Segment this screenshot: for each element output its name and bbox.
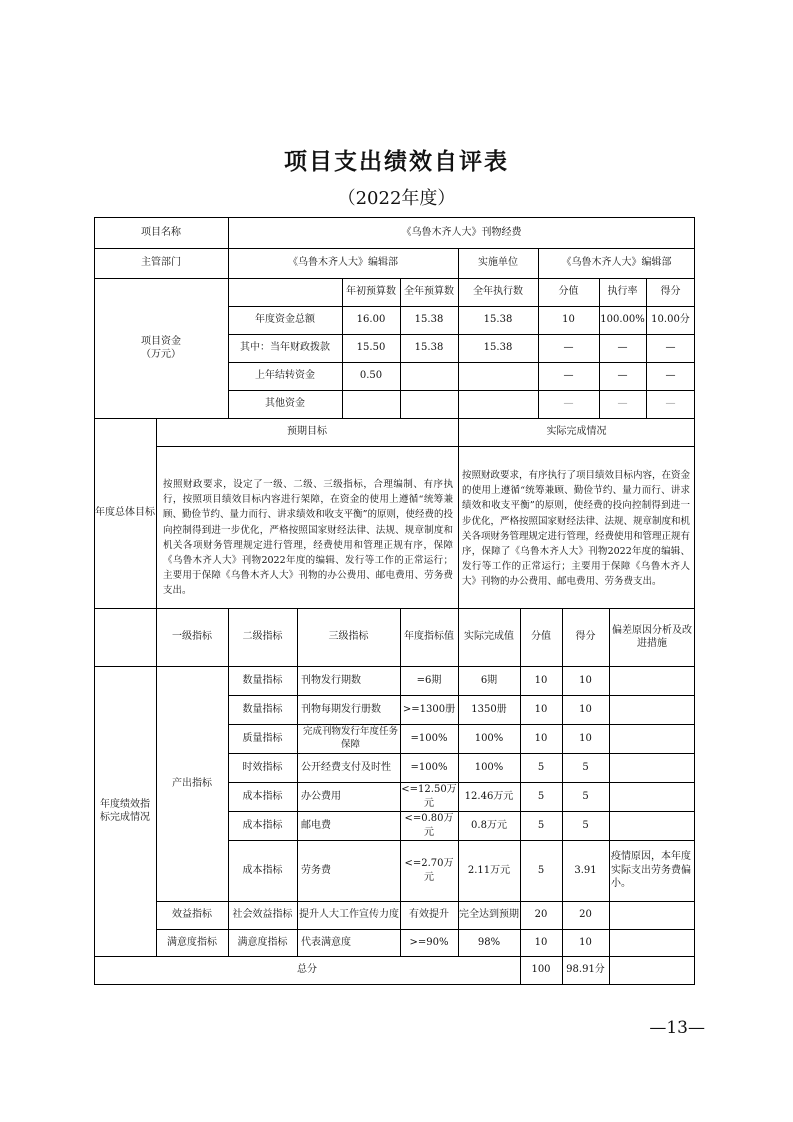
funds-row-name: 上年结转资金	[255, 370, 315, 382]
satisfaction-target: >=90%	[409, 936, 449, 948]
dept-label: 主管部门	[141, 257, 181, 269]
satisfaction-weight: 10	[534, 936, 548, 948]
expected-goal-header: 预期目标	[287, 426, 327, 438]
ind-actual: 6期	[480, 674, 498, 686]
ind-score: 10	[579, 732, 592, 744]
goals-label: 年度总体目标	[95, 507, 155, 519]
output-indicator-label: 产出指标	[172, 777, 212, 789]
funds-cell: 15.38	[414, 342, 444, 354]
ind-header-actual: 实际完成值	[464, 631, 514, 643]
ind-weight: 5	[537, 761, 545, 773]
funds-cell: 100.00%	[600, 314, 645, 326]
benefit-score: 20	[579, 909, 592, 921]
funds-cell: —	[617, 342, 628, 354]
satisfaction-actual: 98%	[477, 936, 501, 948]
ind-target: <=12.50万元	[401, 784, 457, 809]
funds-header: 执行率	[607, 286, 638, 298]
ind-score: 5	[582, 819, 589, 831]
funds-row-name: 其中：当年财政拨款	[240, 342, 330, 354]
ind-l2: 数量指标	[242, 703, 283, 715]
dept-value: 《乌鲁木齐人大》编辑部	[288, 257, 398, 269]
ind-l3: 完成刊物发行年度任务保障	[302, 725, 398, 750]
project-name: 《乌鲁木齐人大》刊物经费	[401, 226, 522, 238]
ind-score: 10	[579, 703, 592, 715]
ind-target: <=0.80万元	[404, 813, 454, 838]
funds-cell: 10.00分	[651, 314, 690, 326]
ind-l2: 数量指标	[242, 674, 283, 686]
funds-cell: 15.38	[483, 314, 513, 326]
benefit-l1: 效益指标	[172, 909, 212, 921]
funds-cell: —	[563, 342, 574, 354]
benefit-actual: 完全达到预期	[459, 909, 519, 921]
impl-value: 《乌鲁木齐人大》编辑部	[561, 257, 672, 269]
funds-header: 得分	[660, 286, 681, 298]
funds-row-name: 年度资金总额	[255, 314, 315, 326]
page-subtitle: （2022年度）	[337, 188, 456, 209]
satisfaction-l1: 满意度指标	[167, 936, 217, 948]
ind-weight: 5	[537, 819, 545, 831]
ind-target: =6期	[416, 674, 442, 686]
ind-target: =100%	[410, 732, 448, 744]
ind-score: 5	[582, 790, 589, 802]
total-weight: 100	[531, 964, 551, 976]
benefit-l3: 提升人大工作宣传力度	[299, 909, 399, 921]
table-border-bottom	[94, 984, 695, 985]
ind-weight: 10	[534, 703, 548, 715]
expected-goal-text: 按照财政要求，设定了一级、二级、三级指标，合理编制、有序执行，按照项目绩效目标内容进行架障，在资金的使用上遵循“统筹兼顾、勤俭节约、量力而行、讲求绩效和收支平衡”的原则，使经费的投向控制得到进一步优化，严格按照国家财经法律、法规、规章制度和机关各项财务管理规定进行管理，经费使用和管理正规有序，保障《乌鲁木齐人大》刊物2022年度的编辑、发行等工作的正常运行；主要用于保障《乌鲁木齐人大》刊物的办公费用、邮电费用、劳务费支出。	[163, 479, 453, 597]
funds-row-name: 其他资金	[265, 398, 305, 410]
ind-l3: 邮电费	[301, 819, 331, 831]
funds-header: 全年执行数	[473, 286, 523, 298]
ind-header-note: 偏差原因分析及改进措施	[612, 624, 692, 649]
funds-header: 年初预算数	[346, 286, 396, 298]
funds-header: 分值	[558, 286, 579, 298]
indicators-section-label: 年度绩效指标完成情况	[100, 798, 150, 823]
funds-cell: —	[617, 370, 628, 382]
ind-l3: 刊物发行期数	[301, 674, 361, 686]
funds-cell: 15.50	[356, 342, 386, 354]
funds-cell: —	[617, 398, 628, 410]
funds-header: 全年预算数	[404, 286, 454, 298]
ind-actual: 100%	[474, 761, 504, 773]
ind-target: =100%	[410, 761, 448, 773]
satisfaction-score: 10	[579, 936, 592, 948]
ind-target: <=2.70万元	[404, 858, 454, 883]
benefit-l2: 社会效益指标	[232, 909, 293, 921]
funds-cell: 16.00	[356, 314, 386, 326]
ind-target: >=1300册	[402, 703, 456, 715]
ind-actual: 100%	[474, 732, 504, 744]
ind-score: 3.91	[574, 864, 597, 876]
ind-l2: 成本指标	[242, 819, 283, 831]
ind-actual: 2.11万元	[467, 864, 511, 876]
ind-actual: 12.46万元	[464, 790, 514, 802]
funds-cell: —	[665, 370, 676, 382]
ind-weight: 5	[537, 790, 545, 802]
ind-note: 疫情原因，本年度实际支出劳务费偏小。	[611, 851, 691, 890]
ind-weight: 10	[534, 674, 548, 686]
ind-header-l1: 一级指标	[172, 631, 212, 643]
ind-l3: 办公费用	[301, 790, 341, 802]
funds-cell: 15.38	[483, 342, 513, 354]
col-divider	[609, 608, 610, 984]
page-number: —13—	[649, 1018, 705, 1038]
funds-cell: 10	[562, 314, 575, 326]
ind-weight: 10	[534, 732, 548, 744]
page-title: 项目支出绩效自评表	[284, 148, 509, 175]
actual-result-header: 实际完成情况	[546, 426, 607, 438]
ind-header-score: 得分	[575, 631, 596, 643]
ind-l2: 成本指标	[242, 864, 283, 876]
ind-header-l3: 三级指标	[328, 631, 369, 643]
ind-score: 10	[579, 674, 592, 686]
benefit-target: 有效提升	[409, 909, 449, 921]
project-name-label: 项目名称	[141, 226, 181, 238]
funds-cell: —	[665, 342, 676, 354]
ind-l2: 质量指标	[242, 732, 283, 744]
total-score: 98.91分	[566, 964, 605, 976]
funds-cell: —	[563, 398, 574, 410]
total-label: 总分	[297, 964, 317, 976]
satisfaction-l3: 代表满意度	[301, 936, 351, 948]
ind-l2: 成本指标	[242, 790, 283, 802]
ind-score: 5	[582, 761, 589, 773]
benefit-weight: 20	[534, 909, 548, 921]
funds-cell: 15.38	[414, 314, 444, 326]
funds-cell: —	[665, 398, 676, 410]
ind-header-target: 年度指标值	[404, 631, 454, 643]
self-evaluation-table	[94, 217, 695, 985]
ind-l3: 劳务费	[301, 864, 331, 876]
col-divider	[458, 418, 459, 608]
ind-actual: 1350册	[471, 703, 507, 715]
ind-l3: 刊物每期发行册数	[301, 703, 381, 715]
funds-label: 项目资金 （万元）	[141, 335, 181, 360]
funds-cell: 0.50	[359, 370, 383, 382]
ind-l2: 时效指标	[242, 761, 283, 773]
ind-header-weight: 分值	[531, 631, 551, 643]
funds-cell: —	[563, 370, 574, 382]
impl-label: 实施单位	[478, 257, 518, 269]
col-divider	[156, 418, 157, 608]
satisfaction-l2: 满意度指标	[237, 936, 288, 948]
row-divider	[156, 446, 695, 447]
ind-weight: 5	[537, 864, 545, 876]
ind-actual: 0.8万元	[471, 819, 507, 831]
ind-header-l2: 二级指标	[242, 631, 283, 643]
actual-result-text: 按照财政要求，有序执行了项目绩效目标内容，在资金的使用上遵循“统筹兼顾、勤俭节约、量力而行、讲求绩效和收支平衡”的原则，使经费的投向控制得到进一步优化，严格按照国家财经法律、法规、规章制度和机关各项财务管理规定进行管理，经费使用和管理正规有序，保障了《乌鲁木齐人大》刊物2022年度的编辑、发行等工作的正常运行；主要用于保障《乌鲁木齐人大》刊物的办公费用、邮电费用、劳务费支出。	[462, 470, 691, 588]
ind-l3: 公开经费支付及时性	[301, 761, 391, 773]
